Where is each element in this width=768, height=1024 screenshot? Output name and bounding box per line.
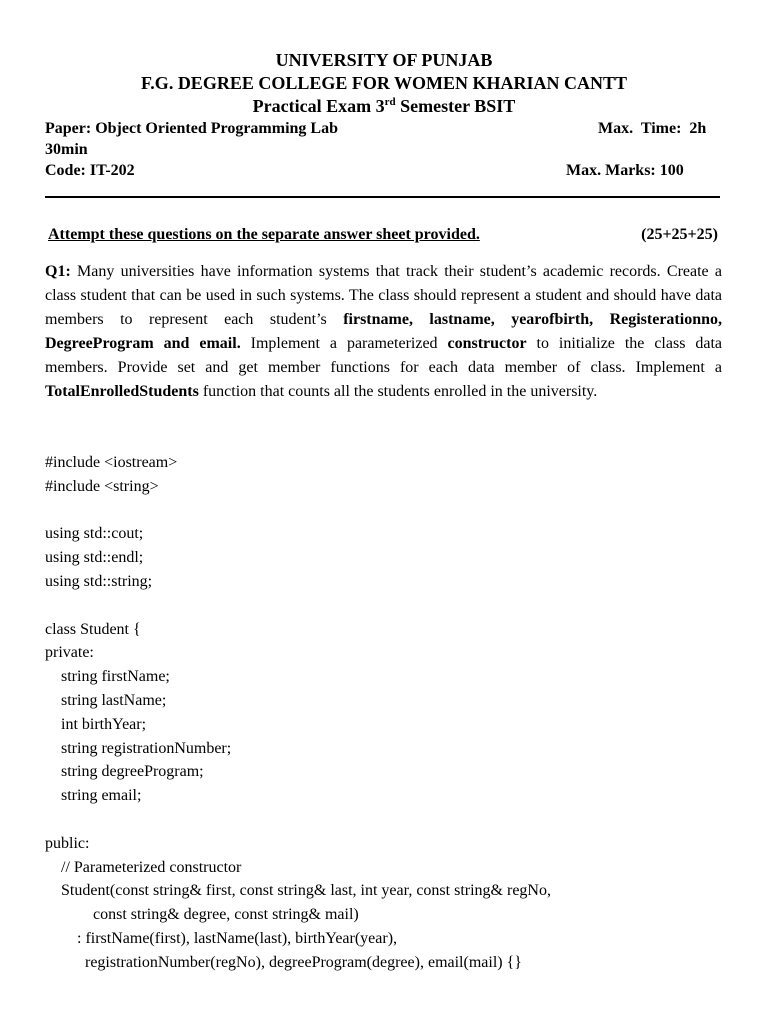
code-line: using std::string; <box>45 572 153 590</box>
code-line: : firstName(first), lastName(last), birthYear(year), <box>45 929 398 947</box>
marks-distribution: (25+25+25) <box>641 226 718 243</box>
code-listing <box>45 451 551 975</box>
code-line: string registrationNumber; <box>45 739 232 757</box>
q1-text-2: Implement a parameterized <box>240 335 448 352</box>
code-line: string degreeProgram; <box>45 763 204 781</box>
header-divider <box>45 196 720 198</box>
course-code: Code: IT-202 <box>45 162 135 179</box>
code-line: class Student { <box>45 620 141 638</box>
max-marks: Max. Marks: 100 <box>566 162 684 179</box>
code-line: #include <iostream> <box>45 454 178 471</box>
exam-title-suffix: Semester BSIT <box>395 96 516 116</box>
code-line: string firstName; <box>45 668 170 686</box>
question-1 <box>45 260 722 404</box>
code-line: private: <box>45 644 94 662</box>
q1-text-4: function that counts all the students enrolled in the university. <box>198 383 598 400</box>
instruction: Attempt these questions on the separate answer sheet provided. <box>48 226 480 243</box>
max-time: Max. Time: 2h <box>598 120 707 137</box>
exam-title-superscript: rd <box>384 96 396 108</box>
code-line: Student(const string& first, const string& last, int year, const string& regNo, <box>45 882 551 900</box>
code-line <box>45 808 551 832</box>
exam-title <box>0 95 768 117</box>
exam-title-prefix: Practical Exam 3 <box>252 96 385 116</box>
code-line: const string& degree, const string& mail) <box>45 906 359 924</box>
paper-name: Paper: Object Oriented Programming Lab <box>45 120 338 137</box>
q1-bold-1: firstname, lastname, yearofbirth, Registerationno, DegreeProgram and email. <box>45 311 722 352</box>
code-line: string lastName; <box>45 691 167 709</box>
question-label: Q1: <box>45 263 71 280</box>
max-time-continued: 30min <box>45 141 88 158</box>
code-line <box>45 594 551 618</box>
code-line: using std::cout; <box>45 525 144 543</box>
code-line: int birthYear; <box>45 715 147 733</box>
q1-text-3: to initialize the class data members. Provide set and get member functions for each data member of class. Implement a <box>45 335 723 376</box>
q1-bold-3: TotalEnrolledStudents <box>45 383 199 400</box>
code-line <box>45 499 551 523</box>
code-line: public: <box>45 834 90 852</box>
code-line: string email; <box>45 787 142 805</box>
code-line: registrationNumber(regNo), degreeProgram(degree), email(mail) {} <box>45 953 522 971</box>
code-line: // Parameterized constructor <box>45 858 242 876</box>
q1-text-1: Many universities have information systems that track their student’s academic records. Create a class student that can be used in such systems. The class should represent a student and should have data members to represent each student’s <box>45 263 722 328</box>
university-name: UNIVERSITY OF PUNJAB <box>275 50 493 70</box>
code-line: using std::endl; <box>45 549 144 567</box>
code-line: #include <string> <box>45 477 159 495</box>
q1-bold-2: constructor <box>447 335 527 352</box>
college-name: F.G. DEGREE COLLEGE FOR WOMEN KHARIAN CANTT <box>140 73 628 93</box>
